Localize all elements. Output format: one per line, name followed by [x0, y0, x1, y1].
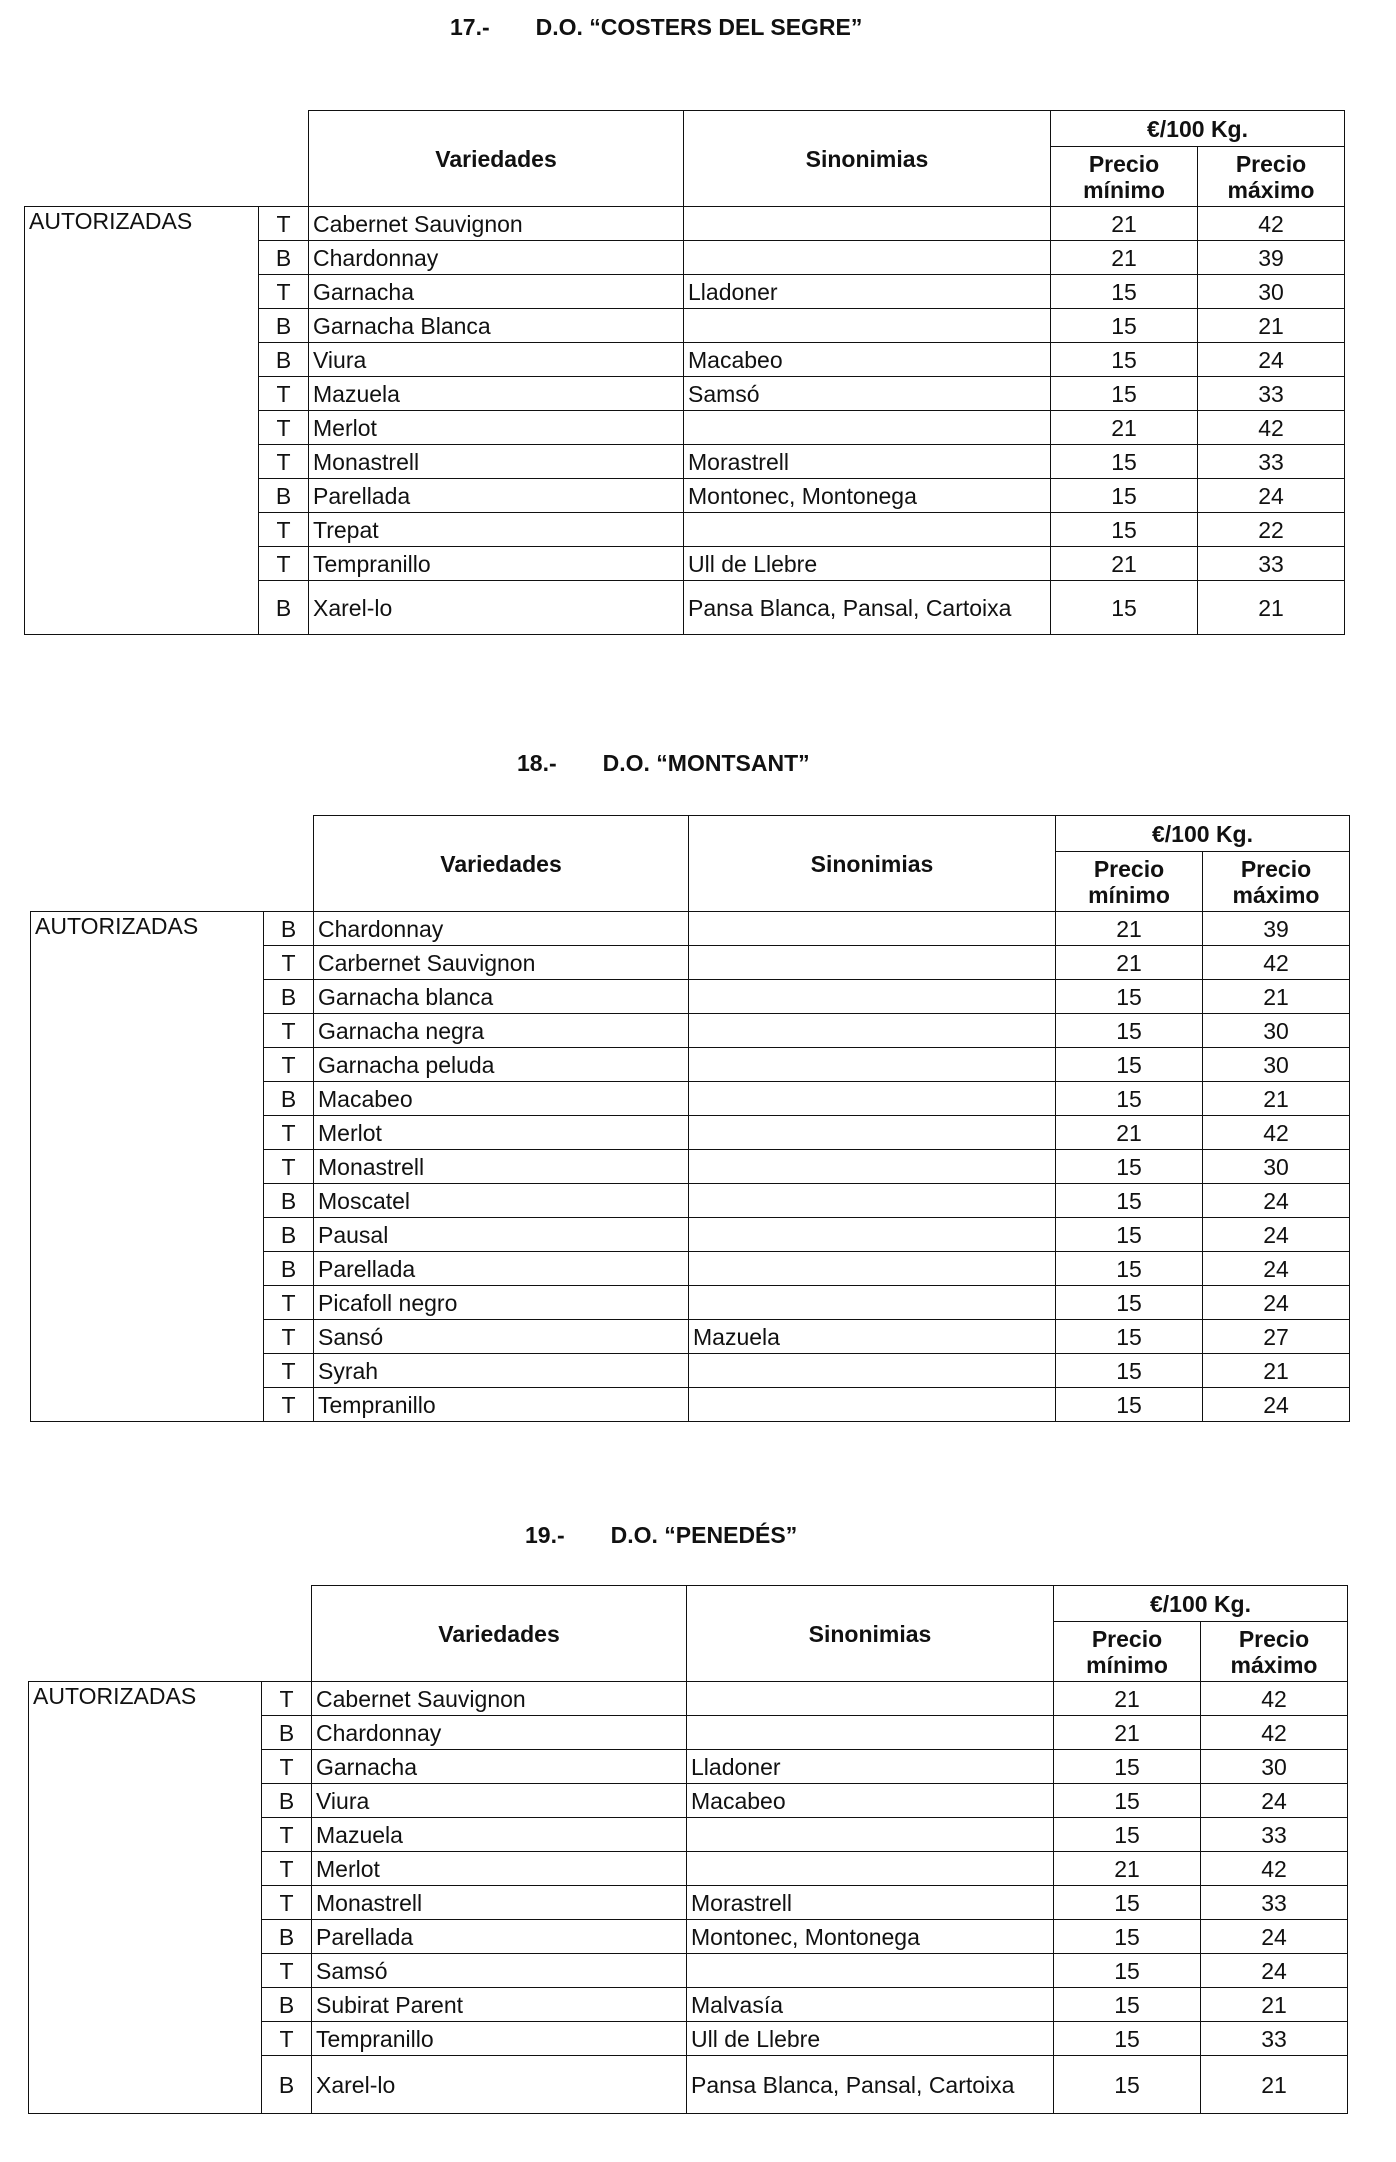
grape-type: B	[262, 1920, 312, 1954]
grape-type: B	[264, 980, 314, 1014]
synonym	[689, 1354, 1056, 1388]
grape-type: T	[264, 946, 314, 980]
variety-name: Macabeo	[314, 1082, 689, 1116]
grape-type: T	[264, 1014, 314, 1048]
variety-name: Parellada	[312, 1920, 687, 1954]
grape-type: B	[262, 1716, 312, 1750]
max-price: 30	[1203, 1014, 1350, 1048]
min-price: 15	[1054, 2022, 1201, 2056]
synonym: Pansa Blanca, Pansal, Cartoixa	[684, 581, 1051, 635]
min-price: 15	[1054, 1886, 1201, 1920]
variety-name: Garnacha	[309, 275, 684, 309]
synonym: Montonec, Montonega	[687, 1920, 1054, 1954]
grape-type: T	[259, 275, 309, 309]
min-price: 15	[1054, 1954, 1201, 1988]
max-price: 33	[1201, 2022, 1348, 2056]
synonym	[689, 1082, 1056, 1116]
min-price: 15	[1056, 980, 1203, 1014]
synonym	[684, 309, 1051, 343]
max-price: 39	[1198, 241, 1345, 275]
grape-type: B	[264, 912, 314, 946]
synonym	[689, 1184, 1056, 1218]
synonym: Morastrell	[684, 445, 1051, 479]
category-label: AUTORIZADAS	[31, 912, 264, 1422]
synonym	[684, 411, 1051, 445]
max-price: 39	[1203, 912, 1350, 946]
variety-name: Carbernet Sauvignon	[314, 946, 689, 980]
grape-type: B	[259, 343, 309, 377]
synonym	[684, 513, 1051, 547]
price-table	[28, 1585, 1348, 2114]
max-price: 42	[1201, 1852, 1348, 1886]
grape-type: T	[264, 1286, 314, 1320]
variety-name: Cabernet Sauvignon	[312, 1682, 687, 1716]
max-price: 33	[1198, 445, 1345, 479]
min-price: 15	[1051, 513, 1198, 547]
header-varieties: Variedades	[314, 816, 689, 912]
min-price: 15	[1056, 1218, 1203, 1252]
min-price: 21	[1054, 1682, 1201, 1716]
max-price: 30	[1198, 275, 1345, 309]
min-price: 15	[1051, 581, 1198, 635]
synonym	[684, 241, 1051, 275]
min-price: 21	[1051, 207, 1198, 241]
variety-name: Syrah	[314, 1354, 689, 1388]
grape-type: T	[264, 1320, 314, 1354]
variety-name: Parellada	[314, 1252, 689, 1286]
section-title	[525, 1522, 797, 1549]
grape-type: B	[262, 2056, 312, 2114]
grape-type: B	[259, 309, 309, 343]
variety-name: Merlot	[314, 1116, 689, 1150]
grape-type: B	[262, 1784, 312, 1818]
variety-name: Garnacha	[312, 1750, 687, 1784]
max-price: 42	[1198, 207, 1345, 241]
header-price-group: €/100 Kg.	[1056, 816, 1350, 852]
variety-name: Picafoll negro	[314, 1286, 689, 1320]
max-price: 33	[1198, 377, 1345, 411]
min-price: 15	[1056, 1252, 1203, 1286]
synonym: Morastrell	[687, 1886, 1054, 1920]
variety-name: Trepat	[309, 513, 684, 547]
max-price: 30	[1203, 1048, 1350, 1082]
grape-type: T	[264, 1048, 314, 1082]
grape-type: T	[262, 1852, 312, 1886]
grape-type: T	[262, 1750, 312, 1784]
synonym: Mazuela	[689, 1320, 1056, 1354]
variety-name: Samsó	[312, 1954, 687, 1988]
grape-type: T	[259, 207, 309, 241]
header-row	[29, 1586, 1348, 1622]
max-price: 21	[1201, 2056, 1348, 2114]
grape-type: T	[259, 445, 309, 479]
max-price: 22	[1198, 513, 1345, 547]
synonym	[689, 912, 1056, 946]
max-price: 21	[1203, 1354, 1350, 1388]
synonym	[689, 1014, 1056, 1048]
min-price: 15	[1051, 309, 1198, 343]
variety-name: Sansó	[314, 1320, 689, 1354]
synonym	[684, 207, 1051, 241]
max-price: 42	[1198, 411, 1345, 445]
variety-name: Mazuela	[312, 1818, 687, 1852]
min-price: 15	[1056, 1184, 1203, 1218]
category-label: AUTORIZADAS	[25, 207, 259, 635]
synonym	[687, 1682, 1054, 1716]
grape-type: T	[262, 1682, 312, 1716]
variety-name: Tempranillo	[314, 1388, 689, 1422]
synonym	[687, 1954, 1054, 1988]
synonym	[689, 1252, 1056, 1286]
grape-type: T	[259, 547, 309, 581]
max-price: 30	[1201, 1750, 1348, 1784]
header-varieties: Variedades	[309, 111, 684, 207]
min-price: 15	[1054, 1818, 1201, 1852]
variety-name: Cabernet Sauvignon	[309, 207, 684, 241]
grape-type: T	[262, 1954, 312, 1988]
grape-type: B	[259, 581, 309, 635]
variety-name: Chardonnay	[314, 912, 689, 946]
header-spacer	[31, 816, 314, 912]
grape-type: B	[259, 241, 309, 275]
category-label: AUTORIZADAS	[29, 1682, 262, 2114]
min-price: 21	[1056, 946, 1203, 980]
max-price: 33	[1198, 547, 1345, 581]
min-price: 21	[1051, 547, 1198, 581]
synonym: Montonec, Montonega	[684, 479, 1051, 513]
grape-type: T	[259, 513, 309, 547]
grape-type: T	[262, 1886, 312, 1920]
variety-name: Subirat Parent	[312, 1988, 687, 2022]
max-price: 21	[1198, 309, 1345, 343]
variety-name: Tempranillo	[309, 547, 684, 581]
min-price: 15	[1054, 1750, 1201, 1784]
max-price: 30	[1203, 1150, 1350, 1184]
header-row	[31, 816, 1350, 852]
max-price: 21	[1201, 1988, 1348, 2022]
min-price: 15	[1051, 445, 1198, 479]
grape-type: T	[259, 377, 309, 411]
section-heading: D.O. “COSTERS DEL SEGRE”	[535, 14, 863, 40]
synonym	[689, 1150, 1056, 1184]
max-price: 27	[1203, 1320, 1350, 1354]
header-max-price: Precio máximo	[1198, 147, 1345, 207]
variety-name: Xarel-lo	[312, 2056, 687, 2114]
min-price: 21	[1056, 1116, 1203, 1150]
synonym	[687, 1818, 1054, 1852]
min-price: 15	[1054, 1988, 1201, 2022]
max-price: 21	[1198, 581, 1345, 635]
variety-name: Tempranillo	[312, 2022, 687, 2056]
max-price: 33	[1201, 1818, 1348, 1852]
max-price: 24	[1201, 1954, 1348, 1988]
grape-type: T	[262, 1818, 312, 1852]
max-price: 42	[1201, 1716, 1348, 1750]
section-number: 17.-	[450, 14, 490, 40]
max-price: 24	[1203, 1286, 1350, 1320]
max-price: 42	[1203, 1116, 1350, 1150]
header-synonyms: Sinonimias	[684, 111, 1051, 207]
min-price: 21	[1056, 912, 1203, 946]
variety-name: Viura	[309, 343, 684, 377]
variety-name: Merlot	[309, 411, 684, 445]
synonym: Lladoner	[687, 1750, 1054, 1784]
min-price: 15	[1051, 275, 1198, 309]
min-price: 15	[1056, 1048, 1203, 1082]
max-price: 33	[1201, 1886, 1348, 1920]
header-min-price: Precio mínimo	[1054, 1622, 1201, 1682]
header-min-price: Precio mínimo	[1051, 147, 1198, 207]
header-synonyms: Sinonimias	[687, 1586, 1054, 1682]
variety-name: Garnacha negra	[314, 1014, 689, 1048]
max-price: 24	[1203, 1388, 1350, 1422]
synonym	[689, 1286, 1056, 1320]
synonym	[689, 1048, 1056, 1082]
synonym	[689, 1388, 1056, 1422]
min-price: 15	[1056, 1082, 1203, 1116]
synonym: Lladoner	[684, 275, 1051, 309]
synonym: Samsó	[684, 377, 1051, 411]
synonym	[689, 980, 1056, 1014]
min-price: 21	[1054, 1716, 1201, 1750]
grape-type: T	[262, 2022, 312, 2056]
min-price: 15	[1051, 343, 1198, 377]
grape-type: T	[264, 1150, 314, 1184]
synonym	[689, 1218, 1056, 1252]
grape-type: B	[262, 1988, 312, 2022]
max-price: 24	[1203, 1184, 1350, 1218]
grape-type: T	[264, 1388, 314, 1422]
price-table	[24, 110, 1345, 635]
variety-name: Merlot	[312, 1852, 687, 1886]
header-max-price: Precio máximo	[1203, 852, 1350, 912]
synonym: Malvasía	[687, 1988, 1054, 2022]
table-row	[25, 207, 1345, 241]
max-price: 24	[1201, 1784, 1348, 1818]
table-row	[31, 912, 1350, 946]
section-title	[450, 14, 862, 41]
variety-name: Viura	[312, 1784, 687, 1818]
min-price: 15	[1054, 1920, 1201, 1954]
synonym: Ull de Llebre	[687, 2022, 1054, 2056]
grape-type: B	[264, 1082, 314, 1116]
grape-type: B	[264, 1252, 314, 1286]
header-spacer	[29, 1586, 312, 1682]
min-price: 15	[1056, 1388, 1203, 1422]
synonym	[689, 1116, 1056, 1150]
section-number: 18.-	[517, 750, 557, 776]
header-max-price: Precio máximo	[1201, 1622, 1348, 1682]
min-price: 15	[1051, 377, 1198, 411]
min-price: 15	[1056, 1014, 1203, 1048]
grape-type: T	[264, 1116, 314, 1150]
synonym: Macabeo	[687, 1784, 1054, 1818]
max-price: 42	[1201, 1682, 1348, 1716]
min-price: 15	[1056, 1286, 1203, 1320]
variety-name: Monastrell	[314, 1150, 689, 1184]
header-price-group: €/100 Kg.	[1054, 1586, 1348, 1622]
max-price: 24	[1203, 1218, 1350, 1252]
header-min-price: Precio mínimo	[1056, 852, 1203, 912]
header-row	[25, 111, 1345, 147]
max-price: 24	[1201, 1920, 1348, 1954]
variety-name: Chardonnay	[309, 241, 684, 275]
min-price: 15	[1054, 1784, 1201, 1818]
min-price: 15	[1054, 2056, 1201, 2114]
variety-name: Parellada	[309, 479, 684, 513]
synonym: Pansa Blanca, Pansal, Cartoixa	[687, 2056, 1054, 2114]
section-heading: D.O. “PENEDÉS”	[610, 1522, 798, 1548]
variety-name: Moscatel	[314, 1184, 689, 1218]
min-price: 15	[1056, 1320, 1203, 1354]
table-row	[29, 1682, 1348, 1716]
max-price: 24	[1203, 1252, 1350, 1286]
min-price: 15	[1056, 1354, 1203, 1388]
max-price: 21	[1203, 1082, 1350, 1116]
synonym	[687, 1852, 1054, 1886]
grape-type: T	[264, 1354, 314, 1388]
price-table	[30, 815, 1350, 1422]
synonym: Macabeo	[684, 343, 1051, 377]
variety-name: Garnacha peluda	[314, 1048, 689, 1082]
variety-name: Xarel-lo	[309, 581, 684, 635]
min-price: 15	[1056, 1150, 1203, 1184]
synonym: Ull de Llebre	[684, 547, 1051, 581]
max-price: 42	[1203, 946, 1350, 980]
grape-type: B	[259, 479, 309, 513]
variety-name: Pausal	[314, 1218, 689, 1252]
variety-name: Garnacha blanca	[314, 980, 689, 1014]
max-price: 21	[1203, 980, 1350, 1014]
max-price: 24	[1198, 343, 1345, 377]
variety-name: Mazuela	[309, 377, 684, 411]
section-number: 19.-	[525, 1522, 565, 1548]
variety-name: Garnacha Blanca	[309, 309, 684, 343]
header-spacer	[25, 111, 309, 207]
min-price: 21	[1051, 241, 1198, 275]
max-price: 24	[1198, 479, 1345, 513]
synonym	[687, 1716, 1054, 1750]
variety-name: Chardonnay	[312, 1716, 687, 1750]
section-title	[517, 750, 810, 777]
min-price: 21	[1051, 411, 1198, 445]
variety-name: Monastrell	[312, 1886, 687, 1920]
header-varieties: Variedades	[312, 1586, 687, 1682]
section-heading: D.O. “MONTSANT”	[602, 750, 810, 776]
grape-type: B	[264, 1218, 314, 1252]
grape-type: T	[259, 411, 309, 445]
grape-type: B	[264, 1184, 314, 1218]
min-price: 21	[1054, 1852, 1201, 1886]
min-price: 15	[1051, 479, 1198, 513]
header-price-group: €/100 Kg.	[1051, 111, 1345, 147]
variety-name: Monastrell	[309, 445, 684, 479]
synonym	[689, 946, 1056, 980]
header-synonyms: Sinonimias	[689, 816, 1056, 912]
